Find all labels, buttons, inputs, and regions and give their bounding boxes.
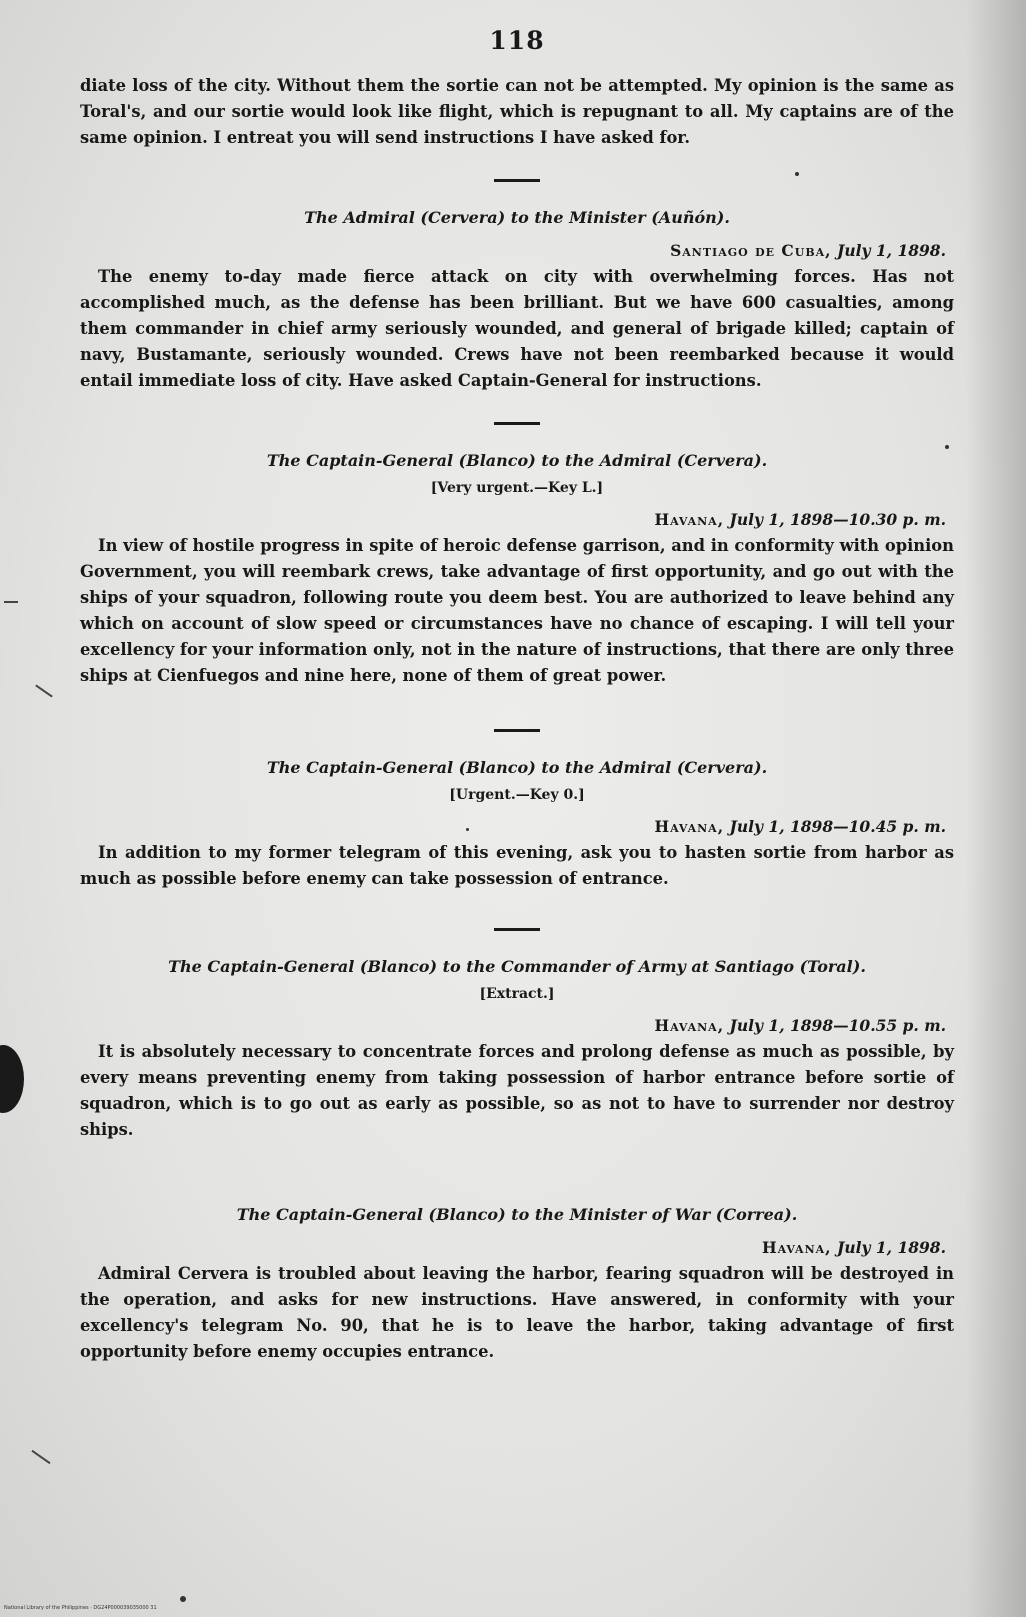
telegram-heading: The Admiral (Cervera) to the Minister (Auñón).: [304, 208, 730, 227]
telegram-note: [Extract.]: [479, 986, 555, 1002]
opening-paragraph: diate loss of the city. Without them the sortie can not be attempted. My opinion is the same as Toral's, and our sortie would look like flight, which is repugnant to all. My captains are of the same opinion. I entreat you will send instructions I have asked for.: [80, 76, 954, 147]
telegram-body: It is absolutely necessary to concentrate forces and prolong defense as much as possible, by every means preventing enemy from taking possession of harbor entrance before sortie of squadron, which is to go out as early as possible, so as not to have to surrender nor destroy ships.: [80, 1042, 954, 1139]
binding-hole-mark: [0, 1045, 24, 1113]
telegram-date: July 1, 1898.: [836, 1238, 946, 1257]
telegram-place: Havana,: [654, 510, 725, 529]
ink-speck: [180, 1596, 186, 1602]
telegram-heading: The Captain-General (Blanco) to the Minister of War (Correa).: [236, 1205, 798, 1224]
telegram-dateline: [80, 1016, 946, 1035]
margin-mark: [35, 684, 53, 697]
section-divider: [494, 179, 540, 182]
telegram-note: [Very urgent.—Key L.]: [430, 480, 604, 496]
telegram-date: July 1, 1898—10.55 p. m.: [729, 1016, 946, 1035]
page-number: 118: [489, 26, 545, 55]
section-divider: [494, 928, 540, 931]
telegram-dateline: [80, 241, 946, 260]
page-content: [80, 26, 954, 1365]
telegram-date: July 1, 1898—10.30 p. m.: [729, 510, 946, 529]
telegram-3: [80, 758, 954, 892]
telegram-date: July 1, 1898.: [836, 241, 946, 260]
section-divider: [494, 729, 540, 732]
telegram-note: [Urgent.—Key 0.]: [449, 787, 585, 803]
telegram-2: [80, 451, 954, 689]
telegram-heading: The Captain-General (Blanco) to the Admiral (Cervera).: [266, 758, 768, 777]
telegram-place: Havana,: [654, 1016, 725, 1035]
telegram-body: Admiral Cervera is troubled about leaving the harbor, fearing squadron will be destroyed in the operation, and asks for new instructions. Have answered, in conformity with your excellency's telegram No. 90, that he is to leave the harbor, taking advantage of first opportunity before enemy occupies entrance.: [80, 1264, 954, 1361]
section-divider: [494, 422, 540, 425]
telegram-place: Havana,: [654, 817, 725, 836]
page-edge-shadow: [966, 0, 1026, 1617]
scan-footer: National Library of the Philippines · DG24P000039035000 31: [4, 1605, 157, 1611]
telegram-dateline: [80, 817, 946, 836]
telegram-body: In view of hostile progress in spite of heroic defense garrison, and in conformity with opinion Government, you will reembark crews, take advantage of first opportunity, and go out with the ships of your squadron, following route you deem best. You are authorized to leave behind any which on account of slow speed or circumstances have no chance of escaping. I will tell your excellency for your information only, not in the nature of instructions, that there are only three ships at Cienfuegos and nine here, none of them of great power.: [80, 536, 954, 685]
telegram-heading: The Captain-General (Blanco) to the Commander of Army at Santiago (Toral).: [168, 957, 866, 976]
telegram-body: The enemy to-day made fierce attack on city with overwhelming forces. Has not accomplished much, as the defense has been brilliant. But we have 600 casualties, among them commander in chief army seriously wounded, and general of brigade killed; captain of navy, Bustamante, seriously wounded. Crews have not been reembarked because it would entail immediate loss of city. Have asked Captain-General for instructions.: [80, 267, 954, 390]
margin-mark: [31, 1450, 50, 1464]
telegram-dateline: [80, 510, 946, 529]
telegram-4: [80, 957, 954, 1143]
telegram-date: July 1, 1898—10.45 p. m.: [729, 817, 946, 836]
telegram-dateline: [80, 1238, 946, 1257]
telegram-place: Santiago de Cuba,: [670, 241, 832, 260]
telegram-body: In addition to my former telegram of this evening, ask you to hasten sortie from harbor as much as possible before enemy can take possession of entrance.: [80, 843, 954, 888]
telegram-heading: The Captain-General (Blanco) to the Admiral (Cervera).: [266, 451, 768, 470]
margin-mark: [4, 601, 18, 603]
telegram-place: Havana,: [761, 1238, 832, 1257]
telegram-1: [80, 208, 954, 394]
telegram-5: [80, 1205, 954, 1365]
